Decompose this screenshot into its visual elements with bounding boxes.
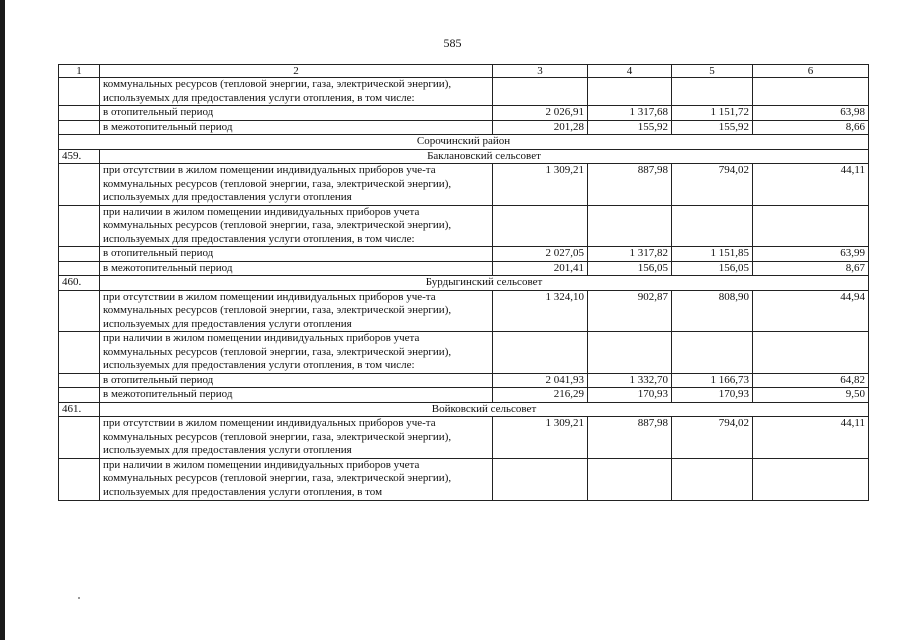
row-number bbox=[59, 261, 100, 276]
value-col-6: 8,66 bbox=[753, 120, 869, 135]
table-row bbox=[59, 120, 869, 135]
value-col-4: 887,98 bbox=[588, 417, 672, 459]
value-col-4: 1 317,82 bbox=[588, 247, 672, 262]
value-col-3: 1 309,21 bbox=[493, 164, 588, 206]
value-col-6: 44,11 bbox=[753, 164, 869, 206]
table-row bbox=[59, 247, 869, 262]
table-row bbox=[59, 205, 869, 247]
header-row bbox=[59, 65, 869, 78]
table-row bbox=[59, 388, 869, 403]
row-description: при наличии в жилом помещении индивидуальных приборов учета коммунальных ресурсов (тепловой энергии, газа, электрической энергии), используемых для предоставления услуги отопления, в том числе: bbox=[100, 332, 493, 374]
table-row bbox=[59, 106, 869, 121]
value-col-4: 170,93 bbox=[588, 388, 672, 403]
value-col-3: 2 027,05 bbox=[493, 247, 588, 262]
row-description: в межотопительный период bbox=[100, 261, 493, 276]
header-col-6: 6 bbox=[753, 65, 869, 78]
row-number bbox=[59, 388, 100, 403]
row-description: при отсутствии в жилом помещении индивидуальных приборов уче-та коммунальных ресурсов (тепловой энергии, газа, электрической энергии), используемых для предоставления услуги отопления bbox=[100, 164, 493, 206]
table-row bbox=[59, 417, 869, 459]
value-col-3 bbox=[493, 205, 588, 247]
row-description: в отопительный период bbox=[100, 373, 493, 388]
table-row bbox=[59, 290, 869, 332]
value-col-3 bbox=[493, 78, 588, 106]
row-description: коммунальных ресурсов (тепловой энергии, газа, электрической энергии), используемых для предоставления услуги отопления, в том числе: bbox=[100, 78, 493, 106]
table-row bbox=[59, 458, 869, 500]
value-col-6 bbox=[753, 205, 869, 247]
value-col-3: 2 026,91 bbox=[493, 106, 588, 121]
section-row bbox=[59, 135, 869, 150]
row-number bbox=[59, 120, 100, 135]
value-col-5 bbox=[672, 458, 753, 500]
value-col-5: 1 151,72 bbox=[672, 106, 753, 121]
value-col-4 bbox=[588, 78, 672, 106]
value-col-6 bbox=[753, 332, 869, 374]
page-number: 585 bbox=[443, 36, 462, 50]
value-col-4: 1 317,68 bbox=[588, 106, 672, 121]
value-col-3 bbox=[493, 458, 588, 500]
value-col-3: 216,29 bbox=[493, 388, 588, 403]
value-col-5: 1 166,73 bbox=[672, 373, 753, 388]
table-row bbox=[59, 332, 869, 374]
value-col-4 bbox=[588, 332, 672, 374]
row-description: при отсутствии в жилом помещении индивидуальных приборов уче-та коммунальных ресурсов (тепловой энергии, газа, электрической энергии), используемых для предоставления услуги отопления bbox=[100, 417, 493, 459]
row-number: 461. bbox=[59, 402, 100, 417]
row-description: в межотопительный период bbox=[100, 388, 493, 403]
row-number bbox=[59, 417, 100, 459]
row-number bbox=[59, 373, 100, 388]
row-description: при наличии в жилом помещении индивидуальных приборов учета коммунальных ресурсов (тепловой энергии, газа, электрической энергии), используемых для предоставления услуги отопления, в том числе: bbox=[100, 205, 493, 247]
value-col-6: 8,67 bbox=[753, 261, 869, 276]
value-col-3: 1 324,10 bbox=[493, 290, 588, 332]
scan-speck bbox=[78, 597, 80, 599]
value-col-5: 156,05 bbox=[672, 261, 753, 276]
value-col-6: 63,98 bbox=[753, 106, 869, 121]
subsection-title: Войковский сельсовет bbox=[100, 402, 869, 417]
row-number bbox=[59, 106, 100, 121]
value-col-4 bbox=[588, 458, 672, 500]
value-col-6: 44,94 bbox=[753, 290, 869, 332]
row-number: 459. bbox=[59, 149, 100, 164]
value-col-5: 794,02 bbox=[672, 164, 753, 206]
row-number bbox=[59, 290, 100, 332]
value-col-3: 1 309,21 bbox=[493, 417, 588, 459]
table-row bbox=[59, 164, 869, 206]
row-description: при наличии в жилом помещении индивидуальных приборов учета коммунальных ресурсов (тепловой энергии, газа, электрической энергии), используемых для предоставления услуги отопления, в том bbox=[100, 458, 493, 500]
value-col-6: 64,82 bbox=[753, 373, 869, 388]
value-col-6 bbox=[753, 458, 869, 500]
header-col-3: 3 bbox=[493, 65, 588, 78]
value-col-4: 887,98 bbox=[588, 164, 672, 206]
value-col-5 bbox=[672, 78, 753, 106]
value-col-4: 156,05 bbox=[588, 261, 672, 276]
tariff-table bbox=[58, 64, 869, 501]
scan-edge bbox=[0, 0, 5, 640]
subsection-title: Бурдыгинский сельсовет bbox=[100, 276, 869, 291]
row-description: в отопительный период bbox=[100, 106, 493, 121]
value-col-4: 155,92 bbox=[588, 120, 672, 135]
value-col-4 bbox=[588, 205, 672, 247]
row-number bbox=[59, 332, 100, 374]
value-col-5: 808,90 bbox=[672, 290, 753, 332]
value-col-3: 2 041,93 bbox=[493, 373, 588, 388]
value-col-4: 902,87 bbox=[588, 290, 672, 332]
subsection-row bbox=[59, 276, 869, 291]
value-col-5: 155,92 bbox=[672, 120, 753, 135]
value-col-3: 201,28 bbox=[493, 120, 588, 135]
row-number bbox=[59, 247, 100, 262]
row-number bbox=[59, 78, 100, 106]
value-col-6: 9,50 bbox=[753, 388, 869, 403]
header-col-5: 5 bbox=[672, 65, 753, 78]
section-title: Сорочинский район bbox=[59, 135, 869, 150]
subsection-row bbox=[59, 402, 869, 417]
row-number bbox=[59, 458, 100, 500]
value-col-6: 44,11 bbox=[753, 417, 869, 459]
value-col-5: 170,93 bbox=[672, 388, 753, 403]
row-number bbox=[59, 205, 100, 247]
value-col-4: 1 332,70 bbox=[588, 373, 672, 388]
value-col-6 bbox=[753, 78, 869, 106]
header-col-1: 1 bbox=[59, 65, 100, 78]
row-number bbox=[59, 164, 100, 206]
value-col-5: 1 151,85 bbox=[672, 247, 753, 262]
row-description: при отсутствии в жилом помещении индивидуальных приборов уче-та коммунальных ресурсов (тепловой энергии, газа, электрической энергии), используемых для предоставления услуги отопления bbox=[100, 290, 493, 332]
value-col-6: 63,99 bbox=[753, 247, 869, 262]
value-col-3 bbox=[493, 332, 588, 374]
value-col-3: 201,41 bbox=[493, 261, 588, 276]
row-description: в межотопительный период bbox=[100, 120, 493, 135]
value-col-5 bbox=[672, 332, 753, 374]
table-row bbox=[59, 261, 869, 276]
table-row bbox=[59, 78, 869, 106]
row-number: 460. bbox=[59, 276, 100, 291]
header-col-2: 2 bbox=[100, 65, 493, 78]
header-col-4: 4 bbox=[588, 65, 672, 78]
row-description: в отопительный период bbox=[100, 247, 493, 262]
subsection-row bbox=[59, 149, 869, 164]
value-col-5 bbox=[672, 205, 753, 247]
table-row bbox=[59, 373, 869, 388]
value-col-5: 794,02 bbox=[672, 417, 753, 459]
table-body bbox=[59, 65, 869, 501]
subsection-title: Баклановский сельсовет bbox=[100, 149, 869, 164]
